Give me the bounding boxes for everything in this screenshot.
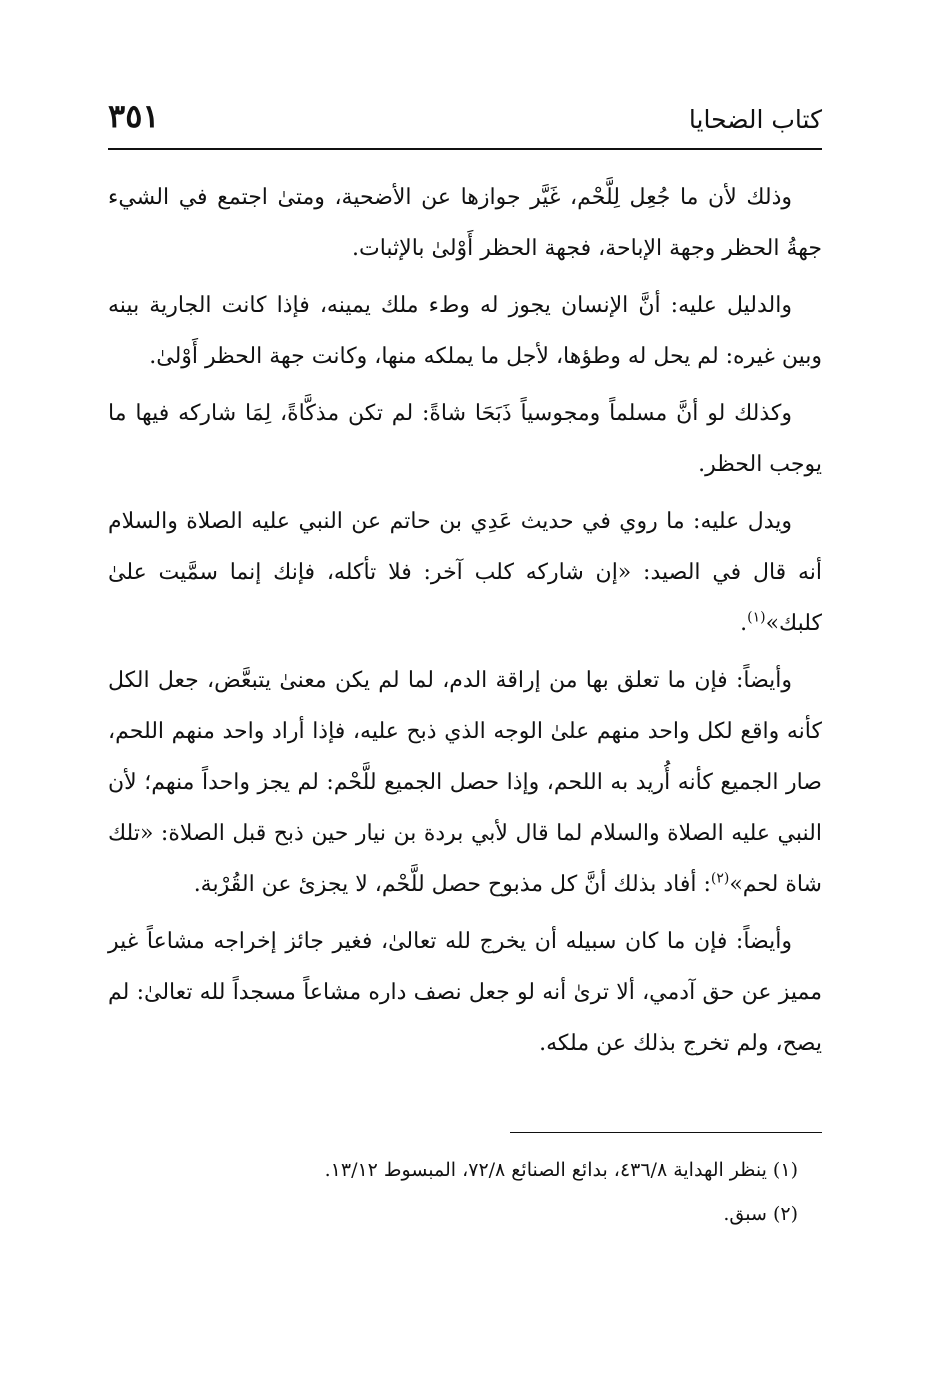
footnote-separator xyxy=(510,1132,822,1133)
paragraph-5-tail: : أفاد بذلك أنَّ كل مذبوح حصل للَّحْم، لا يجزئ عن القُرْبة. xyxy=(193,872,711,897)
paragraph-4 xyxy=(108,496,822,649)
paragraph-5 xyxy=(108,655,822,910)
footnote-1: (١) ينظر الهداية ٤٣٦/٨، بدائع الصنائع ٧٢/٨، المبسوط ١٣/١٢. xyxy=(324,1159,798,1181)
footnotes xyxy=(108,1148,822,1236)
paragraph-6: وأيضاً: فإن ما كان سبيله أن يخرج لله تعالىٰ، فغير جائز إخراجه مشاعاً غير مميز عن حق آدمي، ألا ترىٰ أنه لو جعل نصف داره مشاعاً مسجداً لله تعالىٰ: لم يصح، ولم تخرج بذلك عن ملكه. xyxy=(108,929,822,1056)
paragraph-4-text: ويدل عليه: ما روي في حديث عَدِي بن حاتم عن النبي عليه الصلاة والسلام أنه قال في الصيد: «إن شاركه كلب آخر: فلا تأكله، فإنك إنما سمَّيت علىٰ كلبك» xyxy=(108,509,822,636)
paragraph-1: وذلك لأن ما جُعِل لِلَّحْم، غَيَّر جوازها عن الأضحية، ومتىٰ اجتمع في الشيء جهةُ الحظر وجهة الإباحة، فجهة الحظر أَوْلىٰ بالإثبات. xyxy=(108,185,822,261)
footnote-ref-1[interactable]: (١) xyxy=(747,609,766,626)
running-title: كتاب الضحايا xyxy=(688,105,822,134)
page-number: ٣٥١ xyxy=(108,97,160,135)
footnote-ref-2[interactable]: (٢) xyxy=(710,870,730,887)
page-header xyxy=(108,92,822,144)
paragraph-2: والدليل عليه: أنَّ الإنسان يجوز له وطء ملك يمينه، فإذا كانت الجارية بينه وبين غيره: لم يحل له وطؤها، لأجل ما يملكه منها، وكانت جهة الحظر أَوْلىٰ. xyxy=(108,293,822,369)
paragraph-4-tail: . xyxy=(740,611,748,636)
main-text xyxy=(108,172,822,1075)
footnote-2: (٢) سبق. xyxy=(723,1203,798,1225)
header-rule xyxy=(108,148,822,150)
paragraph-5-text: وأيضاً: فإن ما تعلق بها من إراقة الدم، لما لم يكن معنىٰ يتبعَّض، جعل الكل كأنه واقع لكل واحد منهم علىٰ الوجه الذي ذبح عليه، فإذا أراد واحد منهم اللحم، صار الجميع كأنه أُريد به اللحم، وإذا حصل الجميع للَّحْم: لم يجز واحداً منهم؛ لأن النبي عليه الصلاة والسلام لما قال لأبي بردة بن نيار حين ذبح قبل الصلاة: «تلك شاة لحم» xyxy=(108,668,822,897)
paragraph-3: وكذلك لو أنَّ مسلماً ومجوسياً ذَبَحَا شاةً: لم تكن مذكَّاةً، لِمَا شاركه فيها ما يوجب الحظر. xyxy=(108,401,822,477)
